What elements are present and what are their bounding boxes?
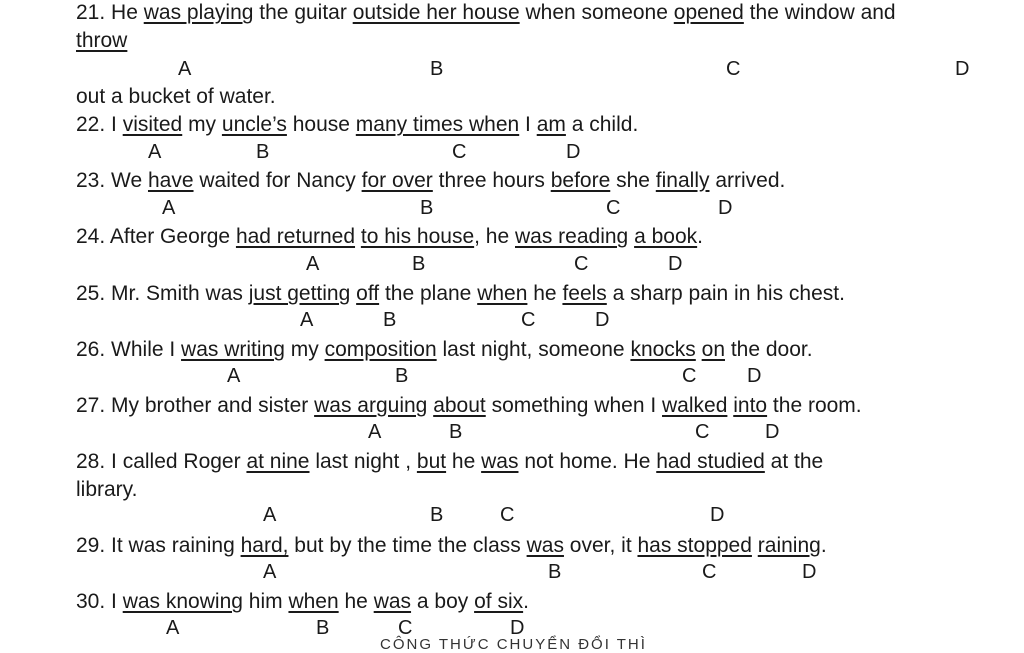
question-21-line-2 <box>76 28 127 54</box>
question-text: out a bucket of water. <box>76 85 276 108</box>
question-text: when someone <box>519 1 674 24</box>
underlined-phrase: when <box>288 590 339 613</box>
answer-label-d: D <box>718 197 733 219</box>
question-text: 24. After George <box>76 225 236 248</box>
answer-label-d: D <box>595 309 610 331</box>
question-text: he <box>527 282 563 305</box>
question-text: last night , <box>309 450 417 473</box>
question-text: 30. I <box>76 590 123 613</box>
underlined-phrase: a book <box>634 225 698 248</box>
question-text: 26. While I <box>76 338 182 361</box>
question-text: a sharp pain in his chest. <box>606 282 845 305</box>
underlined-phrase: visited <box>122 113 183 136</box>
underlined-phrase: was arguing <box>314 394 428 417</box>
underlined-phrase: off <box>356 282 380 305</box>
question-text: I <box>519 113 537 136</box>
answer-label-c: C <box>695 421 710 443</box>
underlined-phrase: had studied <box>656 450 765 473</box>
underlined-phrase: of six <box>474 590 524 613</box>
answer-label-a: A <box>263 561 277 583</box>
underlined-phrase: about <box>433 394 486 417</box>
question-text: library. <box>76 478 138 501</box>
underlined-phrase: hard, <box>240 534 289 557</box>
answer-label-a: A <box>178 58 192 80</box>
underlined-phrase: many times when <box>355 113 520 136</box>
question-text: 28. I called Roger <box>76 450 247 473</box>
underlined-phrase: outside her house <box>352 1 520 24</box>
answer-label-d: D <box>747 365 762 387</box>
answer-label-c: C <box>682 365 697 387</box>
question-text: my <box>182 113 222 136</box>
question-text: . <box>820 534 827 557</box>
answer-label-a: A <box>166 617 180 639</box>
question-23-line-1 <box>76 168 785 194</box>
answer-label-b: B <box>256 141 270 163</box>
question-25-line-1 <box>76 281 845 307</box>
underlined-phrase: have <box>147 169 194 192</box>
question-24-line-1 <box>76 224 703 250</box>
question-text: three hours <box>432 169 551 192</box>
answer-label-c: C <box>500 504 515 526</box>
answer-label-c: C <box>606 197 621 219</box>
question-text: last night, someone <box>436 338 631 361</box>
answer-label-d: D <box>955 58 970 80</box>
question-text: house <box>286 113 356 136</box>
answer-label-c: C <box>521 309 536 331</box>
question-text: 25. Mr. Smith was <box>76 282 249 305</box>
answer-label-a: A <box>368 421 382 443</box>
answer-label-c: C <box>452 141 467 163</box>
answer-label-b: B <box>412 253 426 275</box>
question-28-line-2 <box>76 477 137 503</box>
question-text: she <box>610 169 656 192</box>
underlined-phrase: for over <box>361 169 433 192</box>
question-text: 21. He <box>76 1 144 24</box>
answer-label-d: D <box>710 504 725 526</box>
question-text: a boy <box>411 590 475 613</box>
underlined-phrase: opened <box>673 1 744 24</box>
question-text: he <box>446 450 482 473</box>
underlined-phrase: to his house <box>360 225 475 248</box>
underlined-phrase: was <box>526 534 564 557</box>
underlined-phrase: was knowing <box>122 590 243 613</box>
question-28-line-1 <box>76 449 823 475</box>
answer-label-b: B <box>316 617 330 639</box>
underlined-phrase: has stopped <box>637 534 752 557</box>
question-text: at the <box>764 450 824 473</box>
question-text: 29. It was raining <box>76 534 241 557</box>
answer-label-c: C <box>726 58 741 80</box>
underlined-phrase: was playing <box>143 1 254 24</box>
underlined-phrase: feels <box>562 282 607 305</box>
underlined-phrase: when <box>477 282 528 305</box>
question-26-line-1 <box>76 337 813 363</box>
answer-label-d: D <box>566 141 581 163</box>
underlined-phrase: but <box>416 450 447 473</box>
answer-label-b: B <box>430 58 444 80</box>
answer-label-d: D <box>510 617 525 639</box>
question-text: 23. We <box>76 169 148 192</box>
question-text: over, it <box>563 534 638 557</box>
answer-label-d: D <box>765 421 780 443</box>
question-text: the door. <box>725 338 813 361</box>
underlined-phrase: throw <box>76 29 128 52</box>
underlined-phrase: had returned <box>235 225 356 248</box>
footer-heading: CÔNG THỨC CHUYỂN ĐỔI THÌ <box>380 636 647 653</box>
question-text: a child. <box>565 113 639 136</box>
answer-label-a: A <box>300 309 314 331</box>
answer-label-d: D <box>668 253 683 275</box>
question-text: he <box>338 590 374 613</box>
answer-label-b: B <box>548 561 562 583</box>
question-text: the room. <box>767 394 862 417</box>
question-27-line-1 <box>76 393 862 419</box>
question-text: something when I <box>485 394 663 417</box>
underlined-phrase: finally <box>655 169 710 192</box>
question-text: my <box>284 338 325 361</box>
question-text: . <box>523 590 529 613</box>
question-text: him <box>242 590 289 613</box>
answer-label-a: A <box>263 504 277 526</box>
answer-label-c: C <box>702 561 717 583</box>
question-text: not home. He <box>518 450 657 473</box>
underlined-phrase: walked <box>662 394 728 417</box>
question-29-line-1 <box>76 533 827 559</box>
question-21-line-1 <box>76 0 896 26</box>
question-text: the plane <box>379 282 478 305</box>
underlined-phrase: was <box>481 450 519 473</box>
question-text: but by the time the class <box>288 534 527 557</box>
question-text: , he <box>474 225 515 248</box>
answer-label-c: C <box>398 617 413 639</box>
answer-label-a: A <box>306 253 320 275</box>
question-text: arrived. <box>709 169 786 192</box>
underlined-phrase: was writing <box>181 338 285 361</box>
question-text: 27. My brother and sister <box>76 394 315 417</box>
answer-label-b: B <box>449 421 463 443</box>
underlined-phrase: into <box>733 394 768 417</box>
underlined-phrase: before <box>550 169 611 192</box>
answer-label-a: A <box>148 141 162 163</box>
question-text: the guitar <box>253 1 353 24</box>
answer-label-b: B <box>395 365 409 387</box>
answer-label-c: C <box>574 253 589 275</box>
question-text: waited for Nancy <box>193 169 362 192</box>
underlined-phrase: just getting <box>248 282 351 305</box>
underlined-phrase: knocks <box>630 338 696 361</box>
question-22-line-1 <box>76 112 638 138</box>
question-text: . <box>697 225 703 248</box>
underlined-phrase: on <box>701 338 725 361</box>
question-21-line-3 <box>76 84 276 110</box>
question-text: 22. I <box>76 113 123 136</box>
answer-label-a: A <box>162 197 176 219</box>
underlined-phrase: composition <box>324 338 437 361</box>
underlined-phrase: am <box>536 113 566 136</box>
underlined-phrase: at nine <box>246 450 310 473</box>
answer-label-b: B <box>430 504 444 526</box>
question-30-line-1 <box>76 589 529 615</box>
answer-label-b: B <box>420 197 434 219</box>
underlined-phrase: uncle’s <box>221 113 287 136</box>
question-text: the window and <box>743 1 896 24</box>
underlined-phrase: raining <box>757 534 821 557</box>
answer-label-b: B <box>383 309 397 331</box>
underlined-phrase: was <box>373 590 412 613</box>
answer-label-a: A <box>227 365 241 387</box>
underlined-phrase: was reading <box>515 225 629 248</box>
answer-label-d: D <box>802 561 817 583</box>
